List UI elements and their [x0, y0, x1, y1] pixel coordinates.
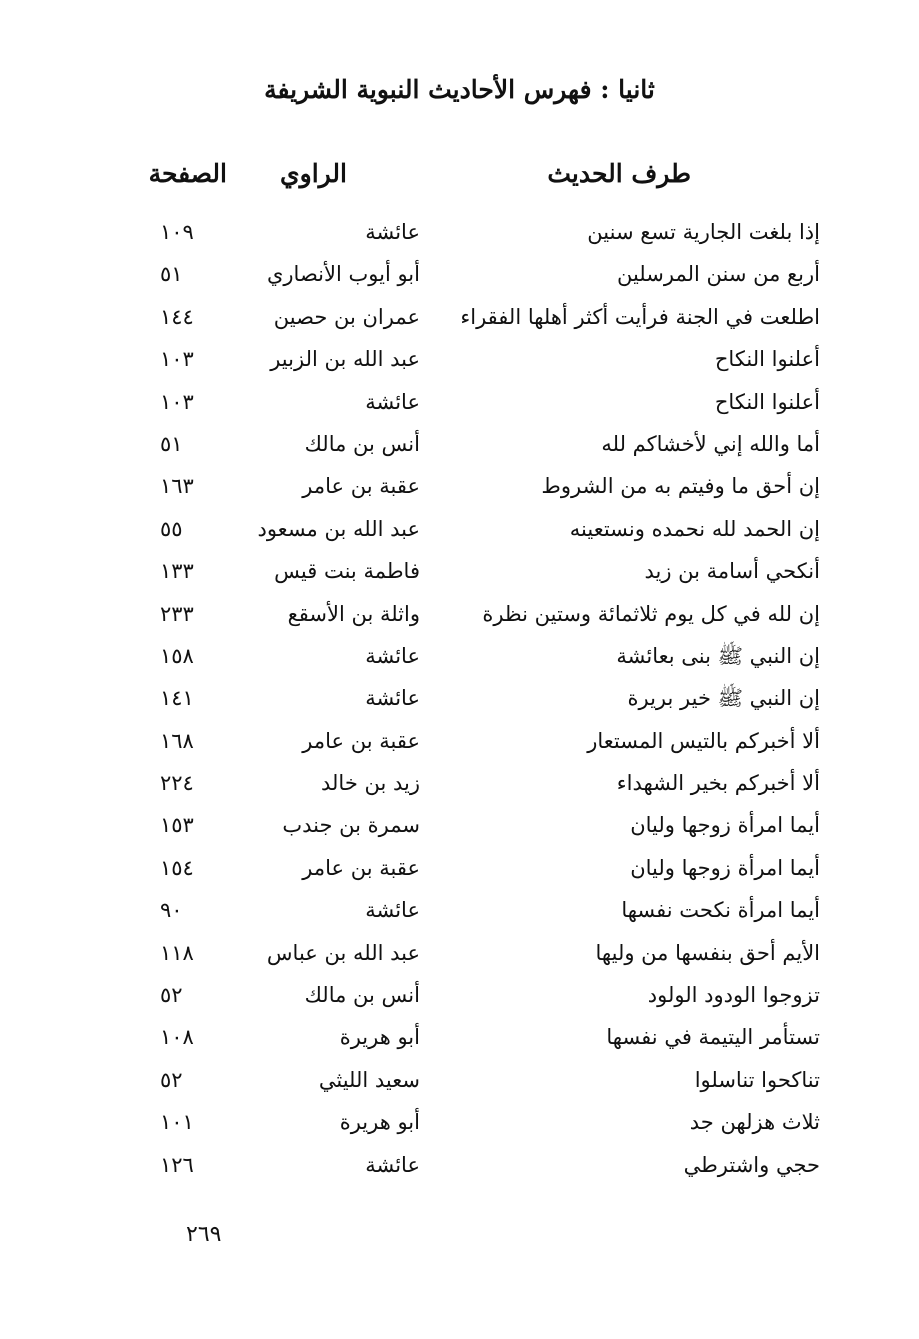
page-title: ثانيا : فهرس الأحاديث النبوية الشريفة [264, 75, 655, 104]
narrator-name: عائشة [365, 389, 420, 414]
page-ref: ٥١ [160, 262, 183, 287]
narrator-name: فاطمة بنت قيس [274, 559, 420, 584]
narrator-name: عقبة بن عامر [302, 474, 420, 499]
page-ref: ٥٥ [160, 516, 183, 541]
narrator-name: عقبة بن عامر [302, 855, 420, 880]
table-row [0, 1145, 919, 1187]
page-ref: ١١٨ [160, 940, 194, 965]
table-row [0, 678, 919, 720]
hadith-text: إن النبي ﷺ بنى بعائشة [616, 643, 820, 668]
narrator-name: زيد بن خالد [321, 771, 420, 796]
hadith-text: تناكحوا تناسلوا [694, 1067, 820, 1092]
page-ref: ٥١ [160, 431, 183, 456]
header-hadith: طرف الحديث [547, 159, 691, 188]
narrator-name: عبد الله بن عباس [266, 940, 420, 965]
narrator-name: عائشة [365, 1152, 420, 1177]
hadith-text: ثلاث هزلهن جد [689, 1110, 820, 1135]
narrator-name: عبد الله بن الزبير [270, 347, 420, 372]
narrator-name: سمرة بن جندب [282, 813, 420, 838]
hadith-text: حجي واشترطي [683, 1152, 820, 1177]
table-row [0, 424, 919, 466]
table-row [0, 1102, 919, 1144]
table-row [0, 297, 919, 339]
page-ref: ١٦٣ [160, 474, 194, 499]
page-ref: ١٤١ [160, 686, 194, 711]
table-row [0, 1017, 919, 1059]
narrator-name: أنس بن مالك [304, 983, 420, 1008]
page-ref: ٥٢ [160, 983, 183, 1008]
hadith-text: اطلعت في الجنة فرأيت أكثر أهلها الفقراء [460, 304, 820, 329]
page-ref: ٢٢٤ [160, 771, 194, 796]
page-ref: ١٠١ [160, 1110, 194, 1135]
hadith-text: أنكحي أسامة بن زيد [644, 559, 820, 584]
page-ref: ١٤٤ [160, 304, 194, 329]
table-row [0, 721, 919, 763]
table-row [0, 509, 919, 551]
narrator-name: سعيد الليثي [318, 1067, 420, 1092]
narrator-name: عقبة بن عامر [302, 728, 420, 753]
hadith-text: إن النبي ﷺ خير بريرة [627, 686, 820, 711]
page-ref: ٢٣٣ [160, 601, 194, 626]
table-row [0, 933, 919, 975]
hadith-text: أيما امرأة زوجها وليان [630, 813, 820, 838]
page-ref: ١٠٩ [160, 220, 194, 244]
table-row [0, 466, 919, 508]
hadith-text: الأيم أحق بنفسها من وليها [595, 940, 820, 965]
table-row [0, 848, 919, 890]
narrator-name: واثلة بن الأسقع [287, 601, 420, 626]
hadith-index-table [0, 212, 919, 1187]
hadith-text: إن أحق ما وفيتم به من الشروط [541, 474, 820, 499]
hadith-text: أيما امرأة نكحت نفسها [621, 898, 820, 923]
header-page: الصفحة [148, 159, 227, 188]
page-ref: ١٣٣ [160, 559, 194, 584]
page-ref: ٥٢ [160, 1067, 183, 1092]
table-row [0, 975, 919, 1017]
page-ref: ١٠٨ [160, 1025, 194, 1050]
table-row [0, 594, 919, 636]
page-ref: ١٠٣ [160, 389, 194, 414]
hadith-text: تزوجوا الودود الولود [647, 983, 820, 1008]
narrator-name: أبو هريرة [339, 1110, 420, 1135]
hadith-text: ألا أخبركم بالتيس المستعار [587, 728, 820, 753]
page-number: ٢٦٩ [186, 1222, 222, 1247]
hadith-text: أما والله إني لأخشاكم لله [601, 431, 820, 456]
table-row [0, 890, 919, 932]
header-narrator: الراوي [280, 159, 347, 188]
page-ref: ١٦٨ [160, 728, 194, 753]
hadith-text: تستأمر اليتيمة في نفسها [606, 1025, 820, 1050]
hadith-text: إذا بلغت الجارية تسع سنين [587, 220, 820, 244]
narrator-name: أبو هريرة [339, 1025, 420, 1050]
table-row [0, 382, 919, 424]
narrator-name: عمران بن حصين [273, 304, 420, 329]
hadith-text: أعلنوا النكاح [714, 389, 820, 414]
page-ref: ١٥٨ [160, 643, 194, 668]
page-ref: ٩٠ [160, 898, 183, 923]
page-ref: ١٢٦ [160, 1152, 194, 1177]
hadith-text: أيما امرأة زوجها وليان [630, 855, 820, 880]
narrator-name: عائشة [365, 220, 420, 244]
hadith-text: إن الحمد لله نحمده ونستعينه [569, 516, 820, 541]
hadith-text: أعلنوا النكاح [714, 347, 820, 372]
table-row [0, 339, 919, 381]
narrator-name: عائشة [365, 643, 420, 668]
page-ref: ١٥٣ [160, 813, 194, 838]
narrator-name: أبو أيوب الأنصاري [266, 262, 420, 287]
table-row [0, 636, 919, 678]
page-ref: ١٥٤ [160, 855, 194, 880]
table-row [0, 254, 919, 296]
hadith-text: إن لله في كل يوم ثلاثمائة وستين نظرة [482, 601, 820, 626]
table-row [0, 763, 919, 805]
hadith-text: أربع من سنن المرسلين [616, 262, 820, 287]
narrator-name: عبد الله بن مسعود [257, 516, 420, 541]
page-ref: ١٠٣ [160, 347, 194, 372]
hadith-text: ألا أخبركم بخير الشهداء [616, 771, 820, 796]
table-row [0, 1060, 919, 1102]
narrator-name: عائشة [365, 898, 420, 923]
narrator-name: أنس بن مالك [304, 431, 420, 456]
table-row [0, 805, 919, 847]
table-row [0, 212, 919, 254]
column-headers [0, 154, 919, 194]
narrator-name: عائشة [365, 686, 420, 711]
table-row [0, 551, 919, 593]
